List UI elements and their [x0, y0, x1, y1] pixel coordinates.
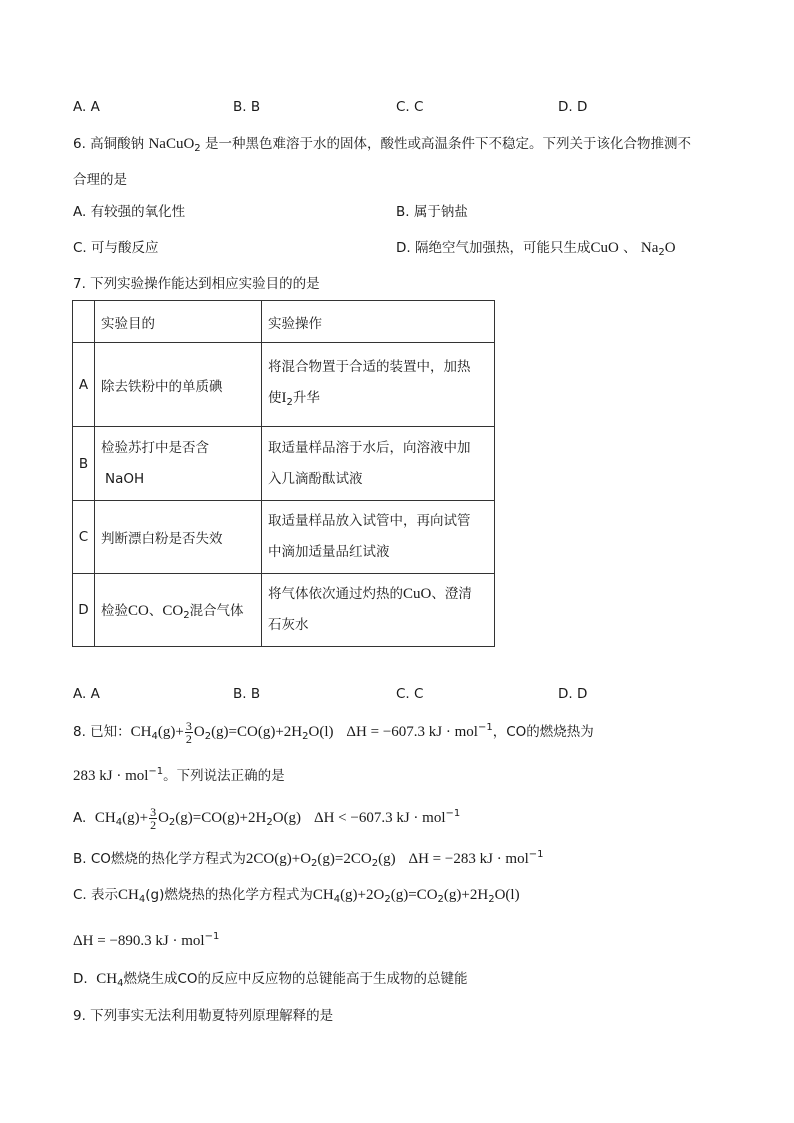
row-operation: 将混合物置于合适的装置中，加热 使$I_2$升华	[262, 343, 495, 427]
q6-option-a[interactable]: A. 有较强的氧化性	[73, 204, 186, 220]
q8-option-b[interactable]: B. CO燃烧的热化学方程式为$2CO(g)+O_2(g)=2CO_2(g)$ ΔH = −283 kJ · mol$^{-1}$	[73, 849, 544, 869]
q7-experiment-table	[72, 300, 495, 647]
table-header-operation: 实验操作	[262, 301, 495, 343]
q6-stem-line2: 合理的是	[73, 172, 127, 188]
row-label: A	[73, 343, 95, 427]
table-header-blank	[73, 301, 95, 343]
q7-stem: 7. 下列实验操作能达到相应实验目的的是	[73, 276, 320, 292]
q7-option-b[interactable]: B. B	[233, 686, 261, 702]
q6-option-c[interactable]: C. 可与酸反应	[73, 240, 159, 256]
row-operation: 将气体依次通过灼热的CuO、澄清 石灰水	[262, 574, 495, 647]
row-operation: 取适量样品放入试管中，再向试管 中滴加适量品红试液	[262, 501, 495, 574]
table-row	[73, 501, 495, 574]
q5-option-a[interactable]: A. A	[73, 99, 100, 115]
row-label: C	[73, 501, 95, 574]
table-header-row	[73, 301, 495, 343]
fraction-3-2: $\frac{3}{2}$	[150, 804, 157, 832]
q6-option-b[interactable]: B. 属于钠盐	[396, 204, 468, 220]
row-label: B	[73, 427, 95, 501]
q5-option-b[interactable]: B. B	[233, 99, 261, 115]
q8-option-c[interactable]: C. 表示$CH_4(g)$燃烧热的热化学方程式为$CH_4(g)+2O_2(g)=CO_2(g)+2H_2O(l)$	[73, 887, 520, 905]
row-label: D	[73, 574, 95, 647]
q6-stem-line1: 6. 高铜酸钠 NaCuO$_2$ 是一种黑色难溶于水的固体，酸性或高温条件下不稳定。下列关于该化合物推测不	[73, 136, 691, 154]
fraction-3-2: $\frac{3}{2}$	[185, 718, 192, 746]
q7-option-a[interactable]: A. A	[73, 686, 100, 702]
q5-option-d[interactable]: D. D	[558, 99, 588, 115]
q8-stem-line2: 283 kJ · mol$^{-1}$。下列说法正确的是	[73, 766, 285, 784]
row-goal: 判断漂白粉是否失效	[95, 501, 262, 574]
table-header-goal: 实验目的	[95, 301, 262, 343]
row-goal: 检验CO、$CO_2$混合气体	[95, 574, 262, 647]
table-row	[73, 427, 495, 501]
q7-option-c[interactable]: C. C	[396, 686, 424, 702]
row-goal: 除去铁粉中的单质碘	[95, 343, 262, 427]
q6-option-d[interactable]: D. 隔绝空气加强热，可能只生成CuO 、 $Na_2O$	[396, 240, 676, 258]
q8-option-c-dh: ΔH = −890.3 kJ · mol$^{-1}$	[73, 931, 220, 949]
q9-stem: 9. 下列事实无法利用勒夏特列原理解释的是	[73, 1008, 334, 1024]
table-row	[73, 343, 495, 427]
row-goal: 检验苏打中是否含 NaOH	[95, 427, 262, 501]
q8-option-a[interactable]: A. $CH_4(g)+$ $\frac{3}{2}$ $O_2(g)=CO(g)+2H_2O(g)$ ΔH < −607.3 kJ · mol$^{-1}$	[73, 804, 461, 832]
q8-option-d[interactable]: D. $CH_4$燃烧生成CO的反应中反应物的总键能高于生成物的总键能	[73, 971, 468, 989]
q8-stem-line1: 8. 已知：$CH_4(g)+$ $\frac{3}{2}$ $O_2(g)=CO(g)+2H_2O(l)$ ΔH = −607.3 kJ · mol$^{-1}$，CO的燃烧热为	[73, 718, 594, 746]
row-operation: 取适量样品溶于水后，向溶液中加 入几滴酚酞试液	[262, 427, 495, 501]
q7-option-d[interactable]: D. D	[558, 686, 588, 702]
table-row	[73, 574, 495, 647]
q5-option-c[interactable]: C. C	[396, 99, 424, 115]
